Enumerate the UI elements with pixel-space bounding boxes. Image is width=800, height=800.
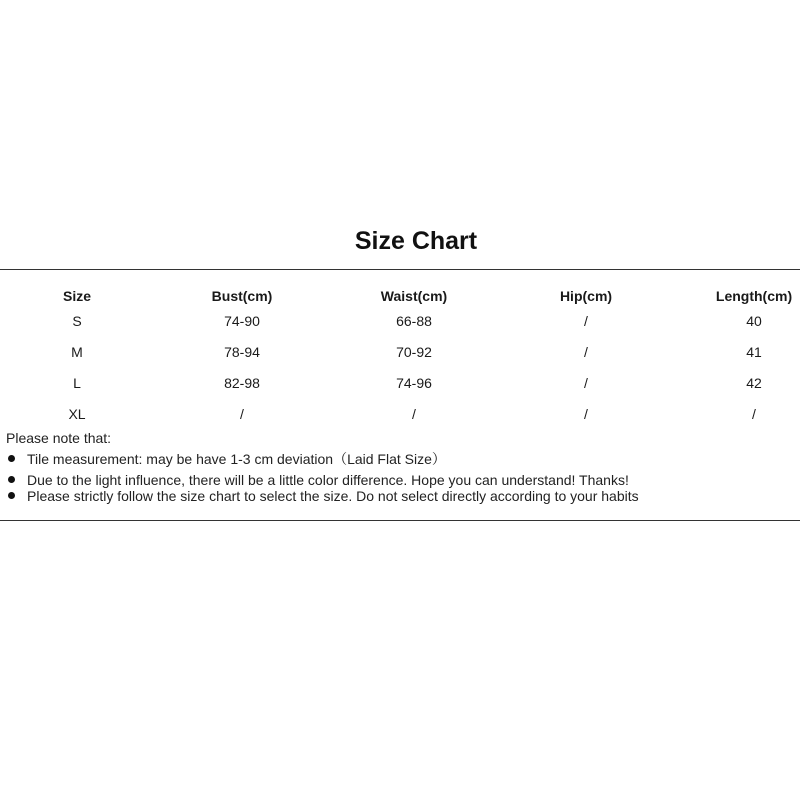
bottom-divider <box>0 520 800 521</box>
bullet-icon <box>8 476 15 483</box>
table-cell: / <box>584 344 588 360</box>
note-text: Please strictly follow the size chart to select the size. Do not select directly according to your habits <box>27 488 639 504</box>
table-cell: S <box>72 313 82 329</box>
column-header-length: Length(cm) <box>715 288 793 304</box>
table-cell: 42 <box>746 375 762 391</box>
bullet-icon <box>8 492 15 499</box>
table-cell: 70-92 <box>396 344 432 360</box>
size-chart-title: Size Chart <box>354 227 478 255</box>
table-cell: / <box>412 406 416 422</box>
note-text: Tile measurement: may be have 1-3 cm deviation（Laid Flat Size） <box>27 451 446 467</box>
column-header-hip: Hip(cm) <box>559 288 613 304</box>
table-cell: 82-98 <box>224 375 260 391</box>
table-cell: / <box>240 406 244 422</box>
table-cell: / <box>584 406 588 422</box>
table-cell: M <box>71 344 83 360</box>
column-header-waist: Waist(cm) <box>380 288 448 304</box>
table-cell: / <box>584 375 588 391</box>
note-item <box>6 450 446 468</box>
top-divider <box>0 269 800 270</box>
bullet-icon <box>8 455 15 462</box>
table-cell: XL <box>68 406 86 422</box>
column-header-bust: Bust(cm) <box>211 288 273 304</box>
note-text: Due to the light influence, there will be a little color difference. Hope you can understand! Thanks! <box>27 472 629 488</box>
table-cell: 41 <box>746 344 762 360</box>
column-header-size: Size <box>62 288 91 304</box>
table-cell: / <box>584 313 588 329</box>
table-cell: 78-94 <box>224 344 260 360</box>
table-cell: / <box>752 406 756 422</box>
table-cell: 74-96 <box>396 375 432 391</box>
note-item <box>6 487 639 505</box>
notes-heading: Please note that: <box>6 430 112 446</box>
table-cell: 74-90 <box>224 313 260 329</box>
table-cell: L <box>73 375 81 391</box>
table-cell: 40 <box>746 313 762 329</box>
table-cell: 66-88 <box>396 313 432 329</box>
